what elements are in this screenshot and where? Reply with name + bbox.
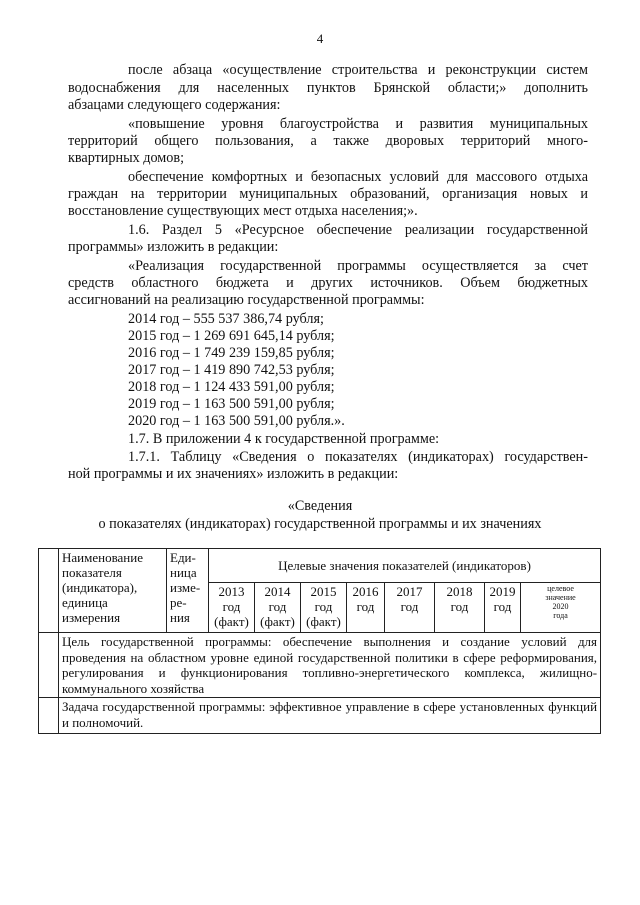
text-line: обеспечение комфортных и безопасных условий для массового отдыха: [128, 169, 588, 185]
year-header: 2013 год (факт): [209, 583, 255, 633]
text-line: 1.6. Раздел 5 «Ресурсное обеспечение реализации государственной: [128, 222, 588, 238]
indicators-table: [38, 548, 601, 734]
text-line: программы» изложить в редакции:: [68, 239, 279, 255]
text-line: 1.7.1. Таблицу «Сведения о показателях (индикаторах) государствен-: [128, 449, 588, 465]
text-line: средств областного бюджета и других источников. Объем бюджетных: [68, 275, 588, 291]
text-line: граждан на территории муниципальных образований, организация новых и: [68, 186, 588, 202]
text-line: 1.7. В приложении 4 к государственной программе:: [128, 431, 440, 447]
budget-line: 2015 год – 1 269 691 645,14 рубля;: [128, 328, 335, 344]
text-line: «Реализация государственной программы осуществляется за счет: [128, 258, 588, 274]
budget-line: 2020 год – 1 163 500 591,00 рубля.».: [128, 413, 345, 429]
text-line: территорий общего пользования, а также дворовых территорий много-: [68, 133, 588, 149]
year-header: 2015 год (факт): [301, 583, 347, 633]
year-header: 2018 год: [435, 583, 485, 633]
budget-line: 2014 год – 555 537 386,74 рубля;: [128, 311, 324, 327]
text-line: после абзаца «осуществление строительства и реконструкции систем: [128, 62, 588, 78]
year-header: 2017 год: [385, 583, 435, 633]
text-line: квартирных домов;: [68, 150, 185, 166]
program-goal-row: Цель государственной программы: обеспечение выполнения и создание условий для проведения на областном уровне единой государственной политики в сфере реформирования, регулирования и функционирования топливно-энергетического комплекса, жилищно-коммунального хозяйства: [59, 633, 601, 698]
program-task-row: Задача государственной программы: эффективное управление в сфере установленных функций и полномочий.: [59, 698, 601, 734]
year-header: 2014 год (факт): [255, 583, 301, 633]
page-number: 4: [316, 31, 324, 46]
text-line: ной программы и их значениях» изложить в редакции:: [68, 466, 399, 482]
text-line: ассигнований на реализацию государственной программы:: [68, 292, 425, 308]
year-header: 2016 год: [347, 583, 385, 633]
indicator-name-header: Наименование показателя (индикатора), единица измерения: [59, 549, 167, 633]
budget-line: 2016 год – 1 749 239 159,85 рубля;: [128, 345, 335, 361]
text-line: «повышение уровня благоустройства и развития муниципальных: [128, 116, 588, 132]
row-number-cell: [39, 633, 59, 698]
table-subtitle: о показателях (индикаторах) государственной программы и их значениях: [98, 516, 542, 532]
text-line: водоснабжения для населенных пунктов Брянской области;» дополнить: [68, 80, 588, 96]
text-line: восстановление существующих мест отдыха населения;».: [68, 203, 418, 219]
table-title: «Сведения: [287, 498, 353, 514]
year-header: 2019 год: [485, 583, 521, 633]
budget-line: 2017 год – 1 419 890 742,53 рубля;: [128, 362, 335, 378]
budget-line: 2019 год – 1 163 500 591,00 рубля;: [128, 396, 335, 412]
target-2020-header: целевое значение 2020 года: [521, 583, 601, 633]
text-line: абзацами следующего содержания:: [68, 97, 281, 113]
unit-header: Еди- ница изме- ре- ния: [167, 549, 209, 633]
row-number-cell: [39, 549, 59, 633]
budget-line: 2018 год – 1 124 433 591,00 рубля;: [128, 379, 335, 395]
row-number-cell: [39, 698, 59, 734]
target-values-header: Целевые значения показателей (индикаторов): [209, 549, 601, 583]
